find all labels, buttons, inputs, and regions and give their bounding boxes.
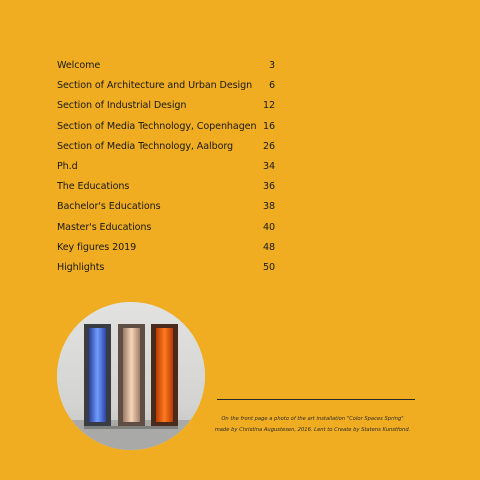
toc-page-number: 50: [262, 261, 275, 273]
table-of-contents: [57, 56, 275, 278]
toc-title: Welcome: [57, 60, 101, 71]
light-tubes-image: [57, 302, 205, 450]
toc-title: Key figures 2019: [57, 241, 137, 253]
toc-title: Ph.d: [57, 160, 78, 172]
toc-page-number: 40: [262, 221, 275, 233]
toc-entry-media-copenhagen[interactable]: [57, 117, 275, 137]
toc-entry-phd[interactable]: [57, 157, 275, 177]
toc-title: The Educations: [57, 181, 130, 193]
toc-page-number: 16: [262, 120, 275, 132]
toc-page-number: 12: [262, 100, 275, 112]
toc-entry-educations[interactable]: [57, 177, 275, 197]
toc-title: Section of Architecture and Urban Design: [57, 80, 253, 92]
toc-title: Section of Media Technology, Aalborg: [57, 140, 234, 152]
toc-page-number: 38: [262, 201, 275, 213]
toc-page-number: 34: [262, 160, 275, 172]
toc-page-number: 6: [268, 80, 275, 92]
toc-title: Section of Media Technology, Copenhagen: [57, 120, 257, 132]
toc-title: Section of Industrial Design: [57, 100, 187, 112]
toc-page-number: 26: [262, 140, 275, 152]
toc-page-number: 48: [262, 241, 275, 253]
caption-line-2: made by Christina Augustesen, 2016. Lent to Create by Statens Kunstfond.: [214, 427, 411, 433]
toc-entry-key-figures[interactable]: [57, 238, 275, 258]
toc-page-number: 3: [268, 60, 275, 71]
toc-title: Master's Educations: [57, 221, 152, 233]
toc-entry-industrial-design[interactable]: [57, 96, 275, 116]
toc-entry-architecture[interactable]: [57, 76, 275, 96]
art-installation-photo: [57, 302, 205, 450]
toc-entry-masters[interactable]: [57, 218, 275, 238]
toc-entry-media-aalborg[interactable]: [57, 137, 275, 157]
toc-entry-bachelors[interactable]: [57, 197, 275, 217]
caption-line-1: On the front page a photo of the art installation "Color Spaces Spring": [221, 416, 404, 422]
cover-photo-caption: [205, 414, 420, 436]
toc-title: Highlights: [57, 261, 105, 273]
toc-page-number: 36: [262, 181, 275, 193]
toc-entry-highlights[interactable]: [57, 258, 275, 278]
toc-title: Bachelor's Educations: [57, 201, 161, 213]
toc-entry-welcome[interactable]: [57, 56, 275, 76]
caption-divider: [217, 399, 415, 400]
